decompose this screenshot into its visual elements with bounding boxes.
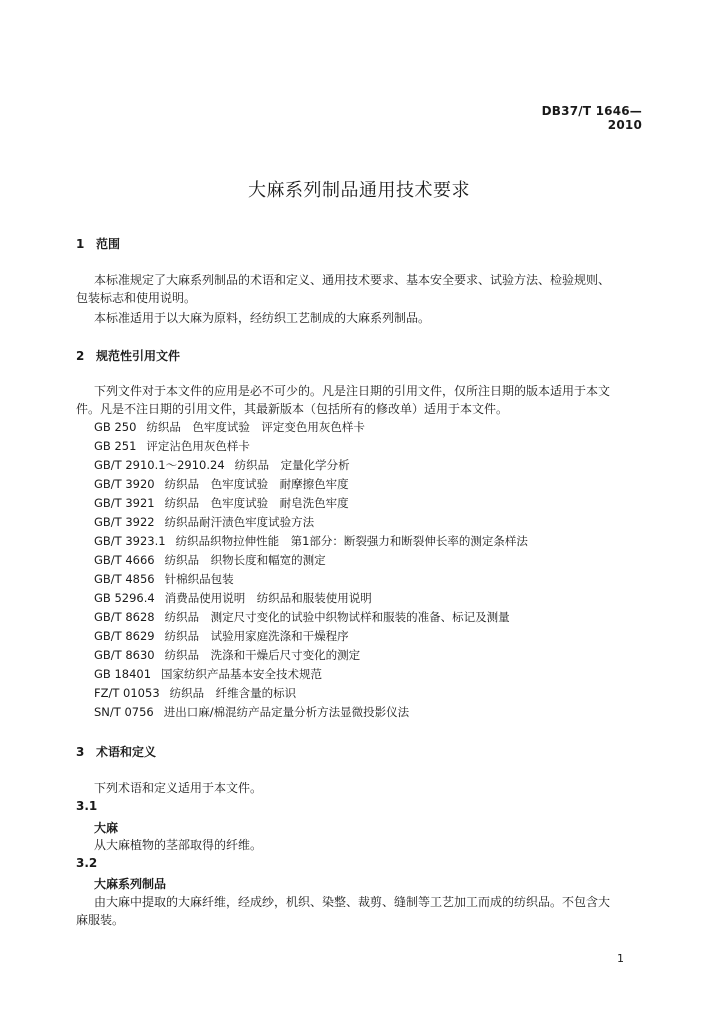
- reference-item: [94, 570, 528, 589]
- term-definition: 从大麻植物的茎部取得的纤维。: [94, 838, 263, 852]
- reference-code: SN/T 0756: [94, 705, 154, 719]
- reference-title: 纺织品 洗涤和干燥后尺寸变化的测定: [164, 648, 361, 662]
- reference-title: 消费品使用说明 纺织品和服装使用说明: [164, 591, 372, 605]
- section-title: 范围: [96, 237, 121, 251]
- reference-item: [94, 532, 528, 551]
- reference-title: 纺织品 试验用家庭洗涤和干燥程序: [164, 629, 349, 643]
- paragraph: 本标准规定了大麻系列制品的术语和定义、通用技术要求、基本安全要求、试验方法、检验规则、: [94, 273, 611, 287]
- reference-title: 纺织品 测定尺寸变化的试验中织物试样和服装的准备、标记及测量: [164, 610, 510, 624]
- reference-code: GB/T 8630: [94, 648, 155, 662]
- paragraph: 下列术语和定义适用于本文件。: [94, 781, 263, 795]
- reference-code: GB 5296.4: [94, 591, 155, 605]
- reference-code: GB/T 4666: [94, 553, 155, 567]
- reference-item: [94, 608, 528, 627]
- reference-title: 评定沾色用灰色样卡: [146, 439, 250, 453]
- reference-code: GB/T 3921: [94, 496, 155, 510]
- reference-item: [94, 703, 528, 722]
- reference-item: [94, 513, 528, 532]
- reference-title: 纺织品 纤维含量的标识: [169, 686, 297, 700]
- term-number: 3.1: [76, 799, 98, 813]
- reference-title: 纺织品 定量化学分析: [234, 458, 350, 472]
- reference-code: FZ/T 01053: [94, 686, 160, 700]
- reference-code: GB/T 2910.1～2910.24: [94, 458, 225, 472]
- reference-item: [94, 418, 528, 437]
- reference-item: [94, 437, 528, 456]
- document-code: DB37/T 1646—2010: [541, 104, 642, 132]
- paragraph: 下列文件对于本文件的应用是必不可少的。凡是注日期的引用文件，仅所注日期的版本适用于本文: [94, 384, 611, 398]
- term-name: 大麻系列制品: [94, 877, 167, 891]
- section-number: 2: [76, 349, 85, 363]
- document-title: 大麻系列制品通用技术要求: [248, 180, 470, 201]
- section-title: 规范性引用文件: [96, 349, 181, 363]
- reference-item: [94, 646, 528, 665]
- reference-item: [94, 551, 528, 570]
- reference-code: GB 251: [94, 439, 137, 453]
- reference-code: GB/T 3920: [94, 477, 155, 491]
- reference-item: [94, 684, 528, 703]
- reference-title: 纺织品织物拉伸性能 第1部分：断裂强力和断裂伸长率的测定条样法: [175, 534, 528, 548]
- term-definition: 由大麻中提取的大麻纤维，经成纱，机织、染整、裁剪、缝制等工艺加工而成的纺织品。不包含大: [94, 895, 611, 909]
- section-number: 1: [76, 237, 85, 251]
- section-heading-3: [76, 743, 156, 760]
- reference-code: GB/T 8629: [94, 629, 155, 643]
- paragraph: 件。凡是不注日期的引用文件，其最新版本（包括所有的修改单）适用于本文件。: [76, 402, 509, 416]
- reference-item: [94, 665, 528, 684]
- paragraph: 包装标志和使用说明。: [76, 291, 197, 305]
- section-heading-2: [76, 347, 180, 364]
- reference-code: GB 250: [94, 420, 137, 434]
- term-name: 大麻: [94, 821, 119, 835]
- reference-item: [94, 456, 528, 475]
- reference-code: GB/T 8628: [94, 610, 155, 624]
- term-number: 3.2: [76, 856, 98, 870]
- reference-code: GB/T 4856: [94, 572, 155, 586]
- reference-title: 针棉织品包装: [164, 572, 234, 586]
- reference-title: 进出口麻/棉混纺产品定量分析方法显微投影仪法: [163, 705, 410, 719]
- page-number: 1: [617, 952, 624, 965]
- reference-title: 国家纺织产品基本安全技术规范: [161, 667, 323, 681]
- section-heading-1: [76, 235, 120, 252]
- reference-item: [94, 494, 528, 513]
- term-definition: 麻服装。: [76, 913, 125, 927]
- reference-code: GB 18401: [94, 667, 152, 681]
- section-number: 3: [76, 745, 85, 759]
- reference-list: [94, 418, 528, 722]
- reference-title: 纺织品耐汗渍色牢度试验方法: [164, 515, 315, 529]
- section-title: 术语和定义: [96, 745, 157, 759]
- reference-item: [94, 589, 528, 608]
- reference-title: 纺织品 织物长度和幅宽的测定: [164, 553, 326, 567]
- reference-title: 纺织品 色牢度试验 耐摩擦色牢度: [164, 477, 349, 491]
- reference-code: GB/T 3922: [94, 515, 155, 529]
- paragraph: 本标准适用于以大麻为原料，经纺织工艺制成的大麻系列制品。: [94, 311, 431, 325]
- reference-title: 纺织品 色牢度试验 评定变色用灰色样卡: [146, 420, 365, 434]
- reference-code: GB/T 3923.1: [94, 534, 166, 548]
- reference-item: [94, 627, 528, 646]
- reference-item: [94, 475, 528, 494]
- reference-title: 纺织品 色牢度试验 耐皂洗色牢度: [164, 496, 349, 510]
